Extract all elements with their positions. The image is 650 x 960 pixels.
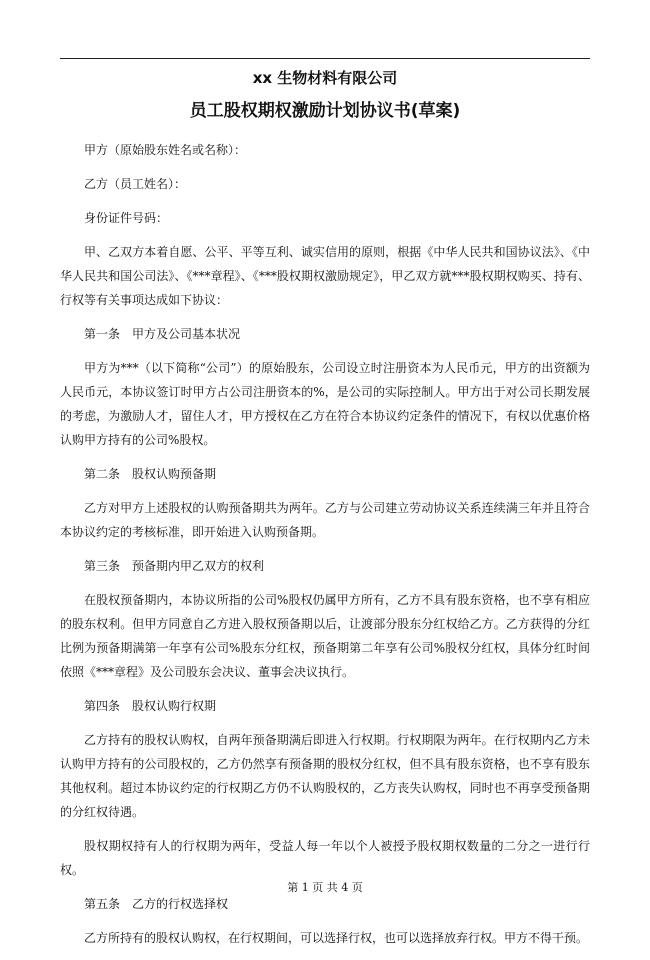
article-4-text-2: 股权期权持有人的行权期为两年，受益人每一年以个人被授予股权期权数量的二分之一进行行权。 xyxy=(60,839,590,877)
document-title: 员工股权期权激励计划协议书(草案) xyxy=(189,101,461,121)
article-2-heading: 第二条 股权认购预备期 xyxy=(84,467,217,481)
article-3-heading: 第三条 预备期内甲乙双方的权利 xyxy=(84,559,265,573)
preamble-paragraph: 甲、乙双方本着自愿、公平、平等互利、诚实信用的原则，根据《中华人民共和国协议法》、《中华人民共和国公司法》、《***章程》、《***股权期权激励规定》，甲乙双方就***股权期权购买、持有、行权等有关事项达成如下协议： xyxy=(60,245,590,307)
party-a-line: 甲方（原始股东姓名或名称）： xyxy=(84,143,247,157)
id-number-line: 身份证件号码： xyxy=(84,211,169,225)
party-b-line: 乙方（员工姓名）： xyxy=(84,177,187,191)
header-rule xyxy=(60,58,590,59)
article-1-text: 甲方为***（以下简称“公司”）的原始股东，公司设立时注册资本为人民币元，甲方的出资额为人民币元，本协议签订时甲方占公司注册资本的%，是公司的实际控制人。甲方出于对公司长期发展的考虑，为激励人才，留住人才，甲方授权在乙方在符合本协议约定条件的情况下，有权以优惠价格认购甲方持有的公司%股权。 xyxy=(60,361,591,447)
page-number: 第 1 页 共 4 页 xyxy=(287,881,363,894)
article-4-text: 乙方持有的股权认购权，自两年预备期满后即进入行权期。行权期限为两年。在行权期内乙方未认购甲方持有的公司股权的，乙方仍然享有预备期的股权分红权，但不具有股东资格，也不享有股东其他权利。超过本协议约定的行权期乙方仍不认购股权的，乙方丧失认购权，同时也不再享受预备期的分红权待遇。 xyxy=(60,733,590,819)
article-5-text: 乙方所持有的股权认购权，在行权期间，可以选择行权，也可以选择放弃行权。甲方不得干预。 xyxy=(84,931,589,945)
article-1-heading: 第一条 甲方及公司基本状况 xyxy=(84,327,241,341)
article-4-heading: 第四条 股权认购行权期 xyxy=(84,699,217,713)
article-2-text: 乙方对甲方上述股权的认购预备期共为两年。乙方与公司建立劳动协议关系连续满三年并且符合本协议约定的考核标准，即开始进入认购预备期。 xyxy=(60,501,590,539)
document-body xyxy=(60,138,590,960)
article-5-heading: 第五条 乙方的行权选择权 xyxy=(84,897,229,911)
article-3-text: 在股权预备期内，本协议所指的公司%股权仍属甲方所有，乙方不具有股东资格，也不享有相应的股东权利。但甲方同意自乙方进入股权预备期以后，让渡部分股东分红权给乙方。乙方获得的分红比例为预备期满第一年享有公司%股东分红权，预备期第二年享有公司%股权分红权，具体分红时间依照《***章程》及公司股东会决议、董事会决议执行。 xyxy=(60,593,590,679)
company-name: xx 生物材料有限公司 xyxy=(252,69,398,87)
